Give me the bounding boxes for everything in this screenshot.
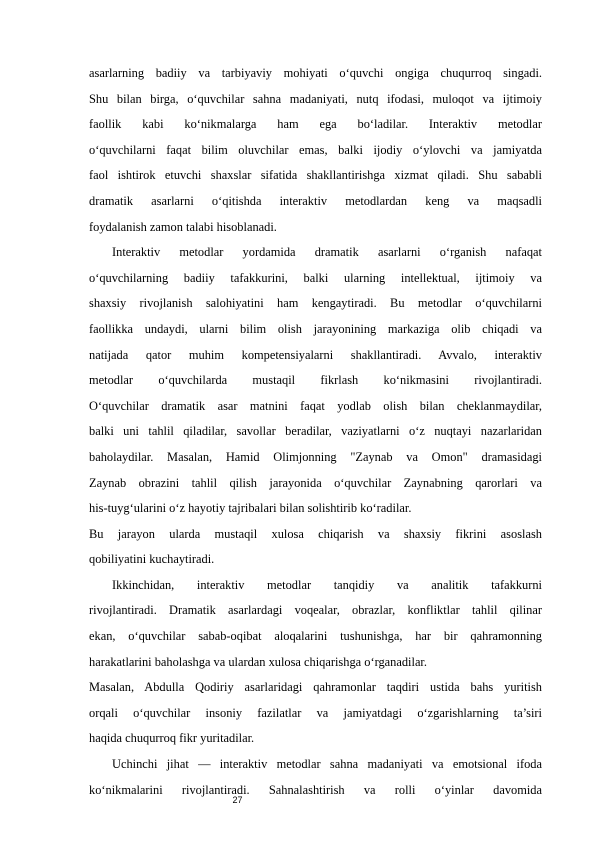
text-line: Ikkinchidan, interaktiv metodlar tanqidiy va analitik tafakkurni	[112, 577, 542, 592]
text-line: foydalanish zamon talabi hisoblanadi.	[89, 219, 277, 234]
text-line: balki uni tahlil qiladilar, savollar beradilar, vaziyatlarni o‘z nuqtayi nazarlaridan	[89, 424, 542, 439]
text-line: harakatlarini baholashga va ulardan xulosa chiqarishga o‘rganadilar.	[89, 654, 427, 669]
text-line: ko‘nikmalarini rivojlantiradi. Sahnalashtirish va rolli o‘yinlar davomida	[89, 782, 542, 797]
text-line: dramatik asarlarni o‘qitishda interaktiv metodlardan keng va maqsadli	[89, 193, 542, 208]
text-line: metodlar o‘quvchilarda mustaqil fikrlash ko‘nikmasini rivojlantiradi.	[89, 373, 542, 388]
text-line: Bu jarayon ularda mustaqil xulosa chiqarish va shaxsiy fikrini asoslash	[89, 526, 542, 541]
text-line: faollik kabi ko‘nikmalarga ham ega bo‘ladilar. Interaktiv metodlar	[89, 117, 542, 132]
text-line: rivojlantiradi. Dramatik asarlardagi voqealar, obrazlar, konfliktlar tahlil qilinar	[89, 603, 542, 618]
text-line: Shu bilan birga, o‘quvchilar sahna madaniyati, nutq ifodasi, muloqot va ijtimoiy	[89, 91, 542, 106]
text-line: o‘quvchilarning badiiy tafakkurini, balki ularning intellektual, ijtimoiy va	[89, 270, 542, 285]
text-line: o‘quvchilarni faqat bilim oluvchilar emas, balki ijodiy o‘ylovchi va jamiyatda	[89, 142, 542, 157]
text-line: qobiliyatini kuchaytiradi.	[89, 552, 215, 567]
text-line: faol ishtirok etuvchi shaxslar sifatida shakllantirishga xizmat qiladi. Shu sababli	[89, 168, 542, 183]
page-body	[89, 61, 542, 803]
text-line: asarlarning badiiy va tarbiyaviy mohiyati o‘quvchi ongiga chuqurroq singadi.	[89, 66, 542, 80]
text-line: shaxsiy rivojlanish salohiyatini ham kengaytiradi. Bu metodlar o‘quvchilarni	[89, 296, 542, 311]
text-line: faollikka undaydi, ularni bilim olish jarayonining markaziga olib chiqadi va	[89, 321, 542, 336]
text-line: Masalan, Abdulla Qodiriy asarlaridagi qahramonlar taqdiri ustida bahs yuritish	[89, 680, 542, 695]
text-line: his-tuyg‘ularini o‘z hayotiy tajribalari bilan solishtirib ko‘radilar.	[89, 501, 412, 516]
text-line: Zaynab obrazini tahlil qilish jarayonida o‘quvchilar Zaynabning qarorlari va	[89, 475, 542, 490]
text-line: Uchinchi jihat — interaktiv metodlar sahna madaniyati va emotsional ifoda	[112, 757, 542, 772]
text-line: haqida chuqurroq fikr yuritadilar.	[89, 731, 255, 746]
text-line: ekan, o‘quvchilar sabab-oqibat aloqalarini tushunishga, har bir qahramonning	[89, 629, 542, 644]
text-line: orqali o‘quvchilar insoniy fazilatlar va jamiyatdagi o‘zgarishlarning ta’siri	[89, 705, 542, 720]
page-number: 27	[232, 795, 243, 805]
text-line: baholaydilar. Masalan, Hamid Olimjonning "Zaynab va Omon" dramasidagi	[89, 449, 542, 464]
text-line: O‘quvchilar dramatik asar matnini faqat yodlab olish bilan cheklanmaydilar,	[89, 398, 542, 413]
text-line: Interaktiv metodlar yordamida dramatik asarlarni o‘rganish nafaqat	[112, 245, 542, 260]
text-line: natijada qator muhim kompetensiyalarni shakllantiradi. Avvalo, interaktiv	[89, 347, 542, 362]
